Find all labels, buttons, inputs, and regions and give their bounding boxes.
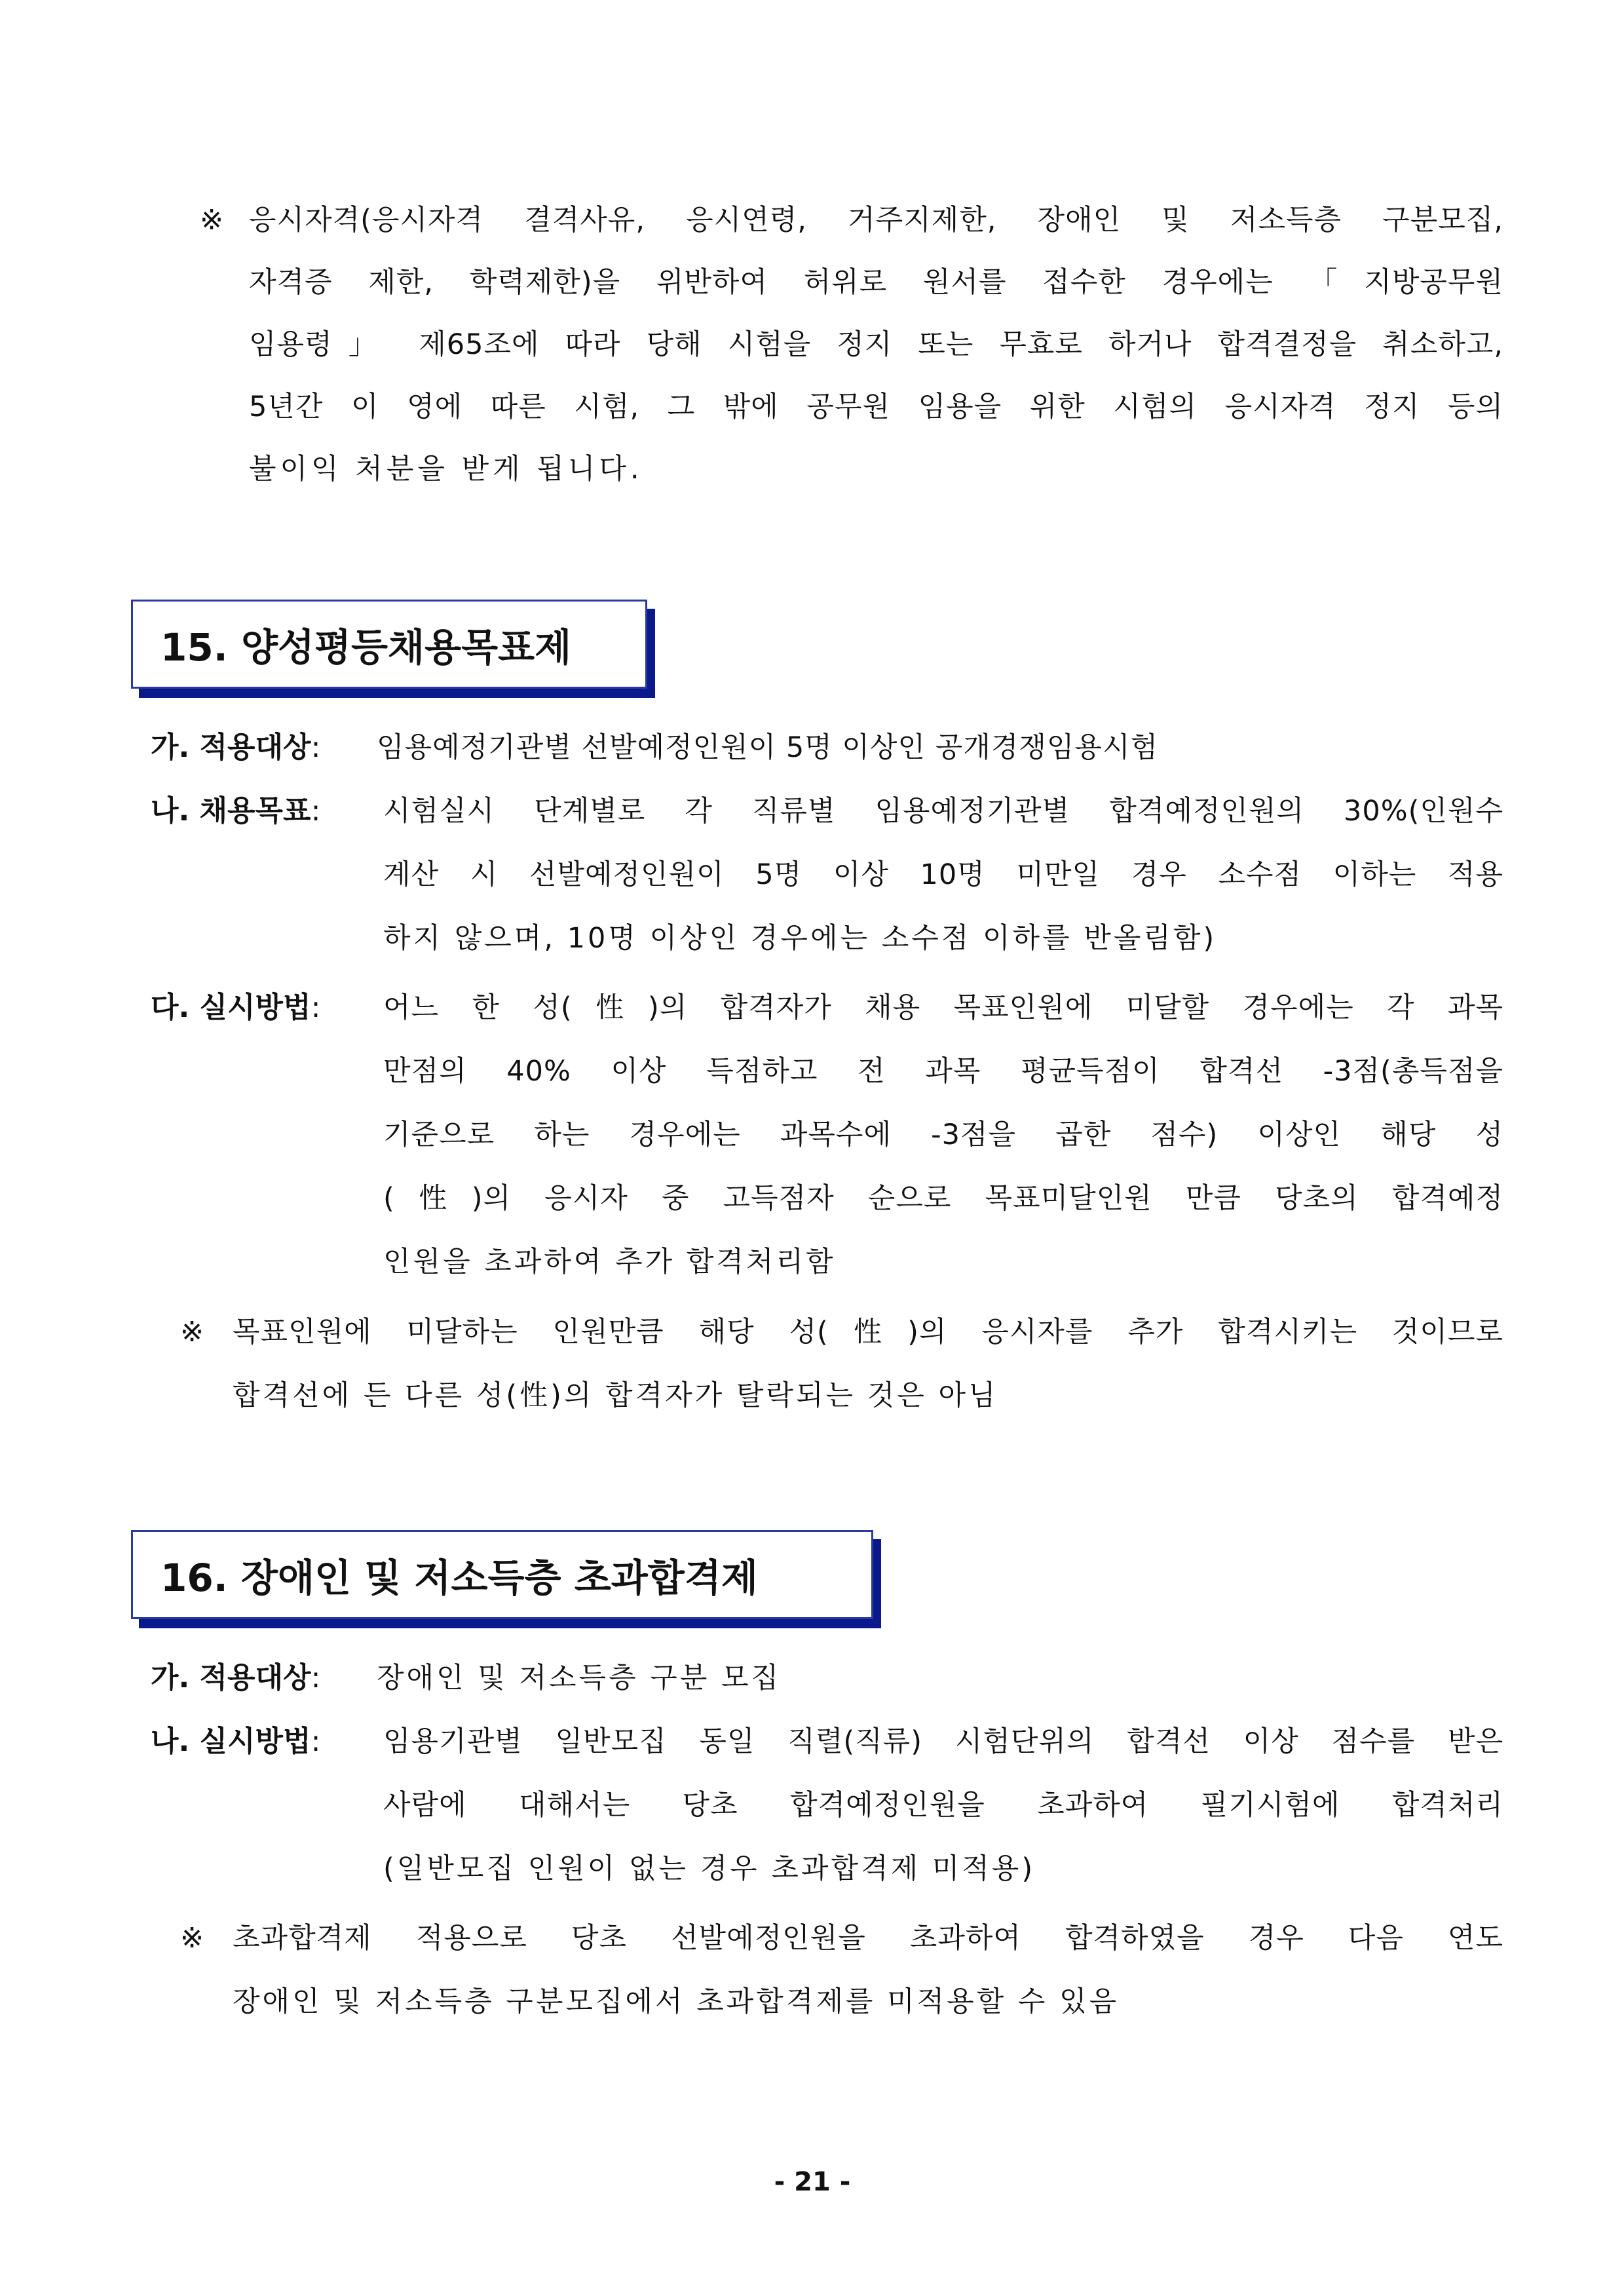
section-16-heading [131,1530,881,1628]
section-16-title: 16. 장애인 및 저소득층 초과합격제 [131,1530,873,1619]
section-15-item-3-line-2: 만점의 40% 이상 득점하고 전 과목 평균득점이 합격선 -3점(총득점을 [383,1055,1503,1088]
section-15-item-2-line-1: 시험실시 단계별로 각 직류별 임용예정기관별 합격예정인원의 30%(인원수 [383,795,1503,828]
section-15-item-1-label: 가. 적용대상: [151,731,321,764]
section-16-item-1-line-1: 장애인 및 저소득층 구분 모집 [377,1662,782,1694]
section-15-title: 15. 양성평등채용목표제 [131,600,647,689]
intro-note-line-3: 임용령」 제65조에 따라 당해 시험을 정지 또는 무효로 하거나 합격결정을 취소하고, [249,328,1503,361]
section-15-item-3-label: 다. 실시방법: [151,991,321,1024]
section-15-item-2-line-3: 하지 않으며, 10명 이상인 경우에는 소수점 이하를 반올림함) [383,922,1217,955]
section-15-item-3-line-4: (性)의 응시자 중 고득점자 순으로 목표미달인원 만큼 당초의 합격예정 [383,1182,1503,1215]
section-15-item-3-line-1: 어느 한 성(性)의 합격자가 채용 목표인원에 미달할 경우에는 각 과목 [383,991,1503,1024]
section-15-item-3-line-5: 인원을 초과하여 추가 합격처리함 [383,1246,836,1278]
section-16-item-2-line-3: (일반모집 인원이 없는 경우 초과합격제 미적용) [383,1852,1036,1885]
note-mark: ※ [180,1922,204,1955]
intro-note-line-4: 5년간 이 영에 따른 시험, 그 밖에 공무원 임용을 위한 시험의 응시자격 정지 등의 [249,391,1503,423]
section-15-item-3-line-3: 기준으로 하는 경우에는 과목수에 -3점을 곱한 점수) 이상인 해당 성 [383,1119,1503,1151]
note-mark: ※ [200,204,224,237]
section-16-item-2-line-1: 임용기관별 일반모집 동일 직렬(직류) 시험단위의 합격선 이상 점수를 받은 [383,1725,1503,1758]
section-15-note-line-1: 목표인원에 미달하는 인원만큼 해당 성(性)의 응시자를 추가 합격시키는 것이므로 [233,1316,1503,1349]
section-16-note-line-2: 장애인 및 저소득층 구분모집에서 초과합격제를 미적용할 수 있음 [233,1985,1120,2018]
section-15-note-line-2: 합격선에 든 다른 성(性)의 합격자가 탈락되는 것은 아님 [233,1379,998,1412]
section-16-item-2-line-2: 사람에 대해서는 당초 합격예정인원을 초과하여 필기시험에 합격처리 [383,1789,1503,1822]
intro-note-line-5: 불이익 처분을 받게 됩니다. [249,453,643,486]
note-mark: ※ [180,1316,204,1349]
section-15-item-2-line-2: 계산 시 선발예정인원이 5명 이상 10명 미만일 경우 소수점 이하는 적용 [383,858,1503,891]
section-15-item-1-line-1: 임용예정기관별 선발예정인원이 5명 이상인 공개경쟁임용시험 [377,731,1159,764]
intro-note-line-1: 응시자격(응시자격 결격사유, 응시연령, 거주지제한, 장애인 및 저소득층 구분모집, [249,204,1503,237]
section-15-heading [131,600,655,698]
section-16-note-line-1: 초과합격제 적용으로 당초 선발예정인원을 초과하여 합격하였을 경우 다음 연도 [233,1922,1503,1955]
section-16-item-1-label: 가. 적용대상: [151,1661,321,1694]
section-15-item-2-label: 나. 채용목표: [151,794,321,828]
intro-note-line-2: 자격증 제한, 학력제한)을 위반하여 허위로 원서를 접수한 경우에는 「지방공무원 [249,266,1503,299]
page-number: - 21 - [774,2167,851,2197]
section-16-item-2-label: 나. 실시방법: [151,1725,321,1758]
